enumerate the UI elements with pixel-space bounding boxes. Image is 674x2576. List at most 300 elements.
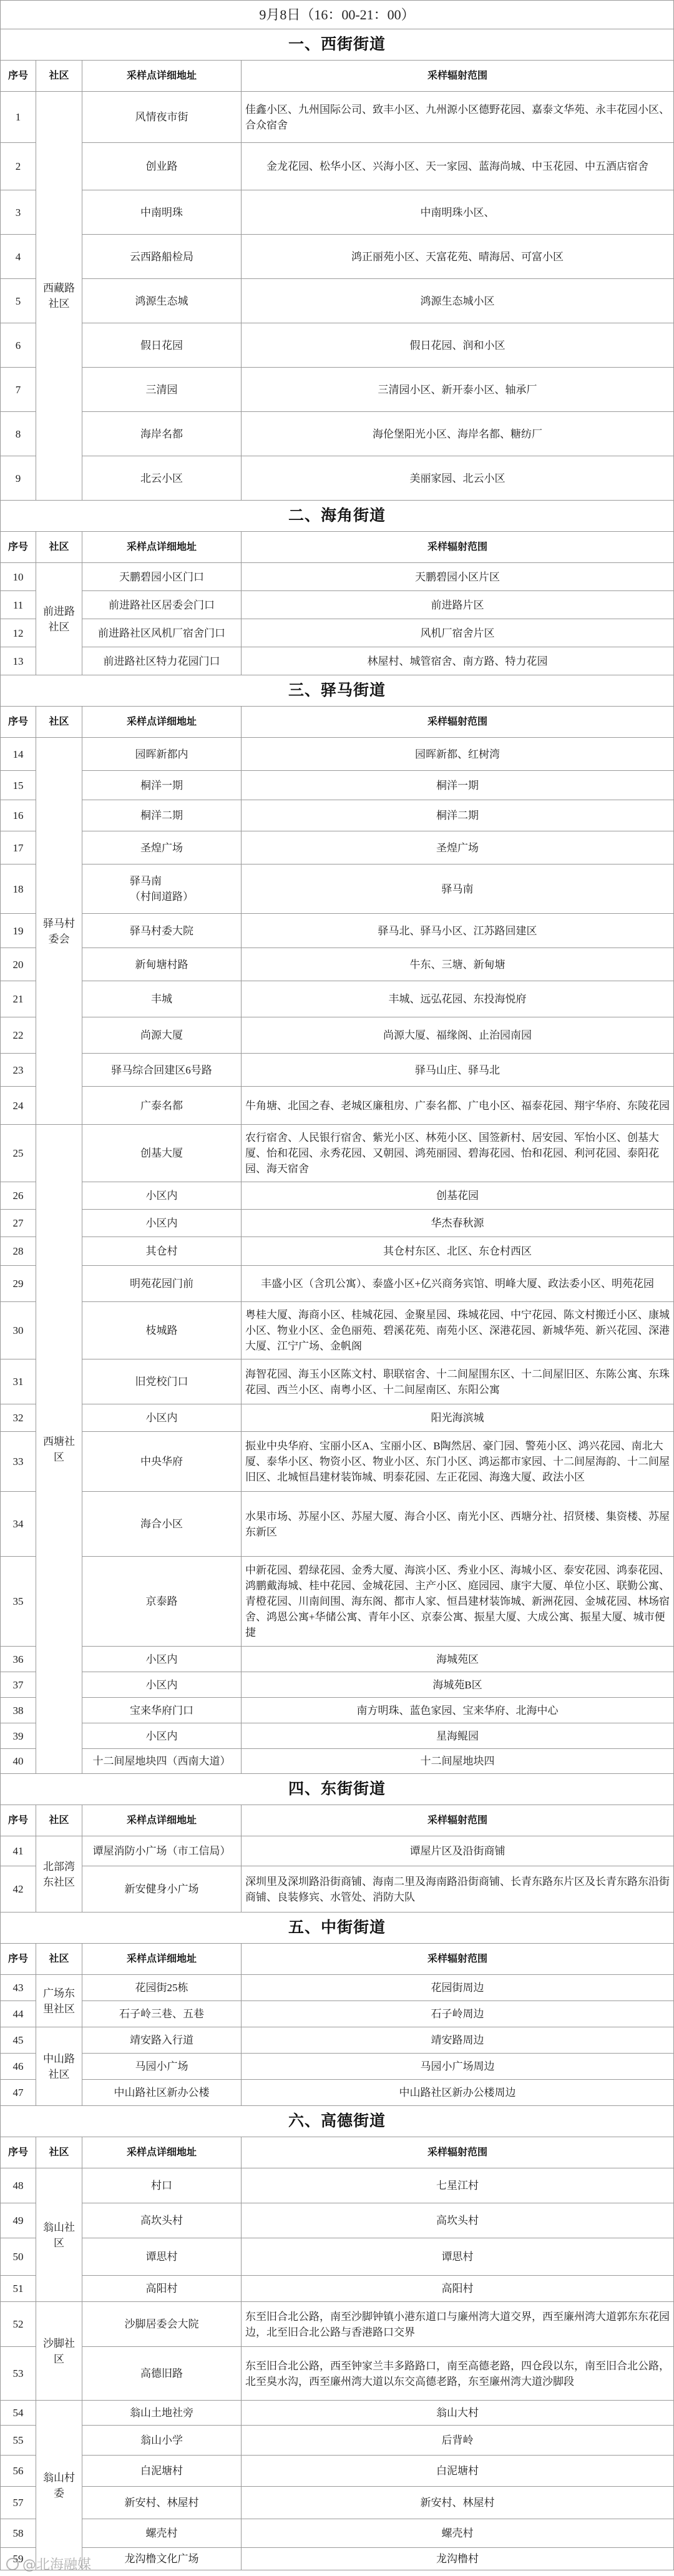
- range-cell-text: 靖安路周边: [431, 2034, 484, 2046]
- address-cell: [82, 1359, 242, 1404]
- range-cell-text: 南方明珠、蓝色家园、宝来华府、北海中心: [356, 1704, 559, 1717]
- address-cell-text: 前进路社区风机厂宿舍门口: [98, 627, 225, 639]
- range-cell-text: 水果市场、苏屋小区、苏屋大厦、海合小区、南光小区、西塘分社、招贤楼、集资楼、苏屋东新区: [245, 1510, 670, 1538]
- row-number: [1, 864, 36, 914]
- range-cell-text: 其仓村东区、北区、东仓村西区: [383, 1245, 532, 1257]
- row-number: [1, 1749, 36, 1774]
- column-header-no-text: 序号: [7, 71, 28, 81]
- column-header-no-text: 序号: [7, 1954, 28, 1964]
- row-number-text: 58: [12, 2527, 24, 2539]
- address-cell-text: 谭思村: [145, 2251, 178, 2263]
- row-number-text: 30: [12, 1325, 24, 1336]
- address-cell-text: 中山路社区新办公楼: [114, 2087, 210, 2099]
- community-cell-text: 北部湾东社区: [43, 1860, 75, 1888]
- address-cell-text: 小区内: [145, 1190, 178, 1202]
- community-cell-text: 前进路社区: [43, 605, 75, 633]
- address-cell: [82, 235, 242, 279]
- address-cell: [82, 1087, 242, 1125]
- address-cell-text: 海岸名都: [140, 428, 183, 440]
- range-cell: [242, 563, 674, 591]
- address-cell: [82, 2456, 242, 2487]
- row-number-text: 49: [12, 2215, 24, 2226]
- column-header-range-text: 采样辐射范围: [427, 542, 487, 552]
- row-number-text: 48: [12, 2180, 24, 2192]
- row-number: [1, 2302, 36, 2347]
- range-cell-text: 海城苑B区: [432, 1678, 482, 1691]
- row-number: [1, 738, 36, 771]
- row-number-text: 31: [12, 1376, 24, 1388]
- address-cell-text: 村口: [151, 2180, 172, 2192]
- address-cell: [82, 2302, 242, 2347]
- row-number-text: 57: [12, 2497, 24, 2509]
- range-cell-text: 海智花园、海玉小区陈文村、职联宿舍、十二间屋围东区、十二间屋旧区、东陈公寓、东珠花园、西兰小区、南粤小区、十二间屋南区、东阳公寓: [245, 1368, 670, 1396]
- range-cell-text: 振业中央华府、宝丽小区A、宝丽小区、B陶然居、豪门园、警苑小区、鸿兴花园、南北大厦、泰华小区、物资小区、物业小区、东门小区、鸿运都市家园、十二间屋海韵、十二间屋旧区、北城恒昌建材装饰城、明泰花园、左正花园、海逸大厦、政法小区: [245, 1440, 670, 1483]
- address-cell: [82, 864, 242, 914]
- range-cell: [242, 1866, 674, 1912]
- range-cell: [242, 1125, 674, 1182]
- range-cell: [242, 2001, 674, 2027]
- row-number: [1, 412, 36, 456]
- address-cell: [82, 1017, 242, 1054]
- column-header-community-text: 社区: [49, 71, 69, 81]
- row-number: [1, 2487, 36, 2519]
- address-cell-text: 花园街25栋: [135, 1982, 188, 1994]
- address-cell-text: 桐洋二期: [140, 810, 183, 821]
- address-cell: [82, 647, 242, 675]
- address-cell-text: 园晖新都内: [135, 748, 188, 760]
- address-cell-text: 新甸塘村路: [135, 958, 188, 971]
- row-number: [1, 981, 36, 1017]
- column-header-address-text: 采样点详细地址: [126, 1954, 197, 1964]
- address-cell-text: 马园小广场: [135, 2060, 188, 2072]
- column-header-community: [36, 61, 82, 92]
- column-header-address-text: 采样点详细地址: [126, 542, 197, 552]
- column-header-community-text: 社区: [49, 717, 69, 727]
- row-number: [1, 368, 36, 412]
- community-cell-text: 西藏路社区: [43, 282, 75, 310]
- range-cell: [242, 190, 674, 235]
- address-cell: [82, 2401, 242, 2426]
- address-cell-text: 小区内: [145, 1217, 178, 1229]
- address-cell-text: 假日花园: [140, 339, 183, 351]
- row-number: [1, 143, 36, 190]
- page-title: [1, 1, 674, 29]
- range-cell: [242, 1087, 674, 1125]
- column-header-no: [1, 2137, 36, 2168]
- address-cell-text: 驿马综合回建区6号路: [111, 1064, 212, 1076]
- address-cell: [82, 1266, 242, 1302]
- address-cell: [82, 2001, 242, 2027]
- row-number: [1, 92, 36, 143]
- column-header-address-text: 采样点详细地址: [126, 2147, 197, 2158]
- range-cell: [242, 981, 674, 1017]
- section-title-text: 五、中街街道: [288, 1919, 386, 1936]
- address-cell: [82, 2238, 242, 2276]
- row-number: [1, 2080, 36, 2106]
- row-number: [1, 1432, 36, 1492]
- address-cell: [82, 2027, 242, 2054]
- column-header-range: [242, 1805, 674, 1836]
- range-cell-text: 金龙花园、松华小区、兴海小区、天一家园、蓝海尚城、中玉花园、中五酒店宿舍: [266, 160, 648, 172]
- row-number-text: 8: [15, 428, 21, 440]
- range-cell: [242, 143, 674, 190]
- address-cell: [82, 831, 242, 864]
- community-cell: [36, 2302, 82, 2401]
- address-cell: [82, 412, 242, 456]
- range-cell-text: 林屋村、城管宿舍、南方路、特力花园: [367, 655, 548, 667]
- row-number: [1, 563, 36, 591]
- address-cell-text: 翁山土地社旁: [130, 2407, 193, 2419]
- address-cell: [82, 981, 242, 1017]
- column-header-address-text: 采样点详细地址: [126, 717, 197, 727]
- address-cell-text: 螺壳村: [145, 2527, 178, 2539]
- address-cell-text: 旧党校门口: [135, 1376, 188, 1388]
- range-cell: [242, 1210, 674, 1237]
- range-cell: [242, 2548, 674, 2570]
- address-cell: [82, 2426, 242, 2456]
- community-cell: [36, 2168, 82, 2302]
- row-number-text: 56: [12, 2465, 24, 2477]
- range-cell-text: 尚源大厦、福缘阁、止治园南园: [383, 1029, 532, 1041]
- row-number: [1, 2054, 36, 2080]
- address-cell: [82, 800, 242, 831]
- row-number-text: 44: [12, 2008, 24, 2020]
- range-cell-text: 马园小广场周边: [420, 2060, 495, 2072]
- address-cell-text: 高阳村: [145, 2283, 178, 2294]
- address-cell-text: 桐洋一期: [140, 779, 183, 791]
- address-cell-text: 其仓村: [145, 1245, 178, 1257]
- range-cell: [242, 323, 674, 368]
- range-cell-text: 美丽家园、北云小区: [409, 472, 506, 484]
- community-cell: [36, 92, 82, 501]
- address-cell-text: 白泥塘村: [140, 2465, 183, 2477]
- address-cell-text: 创业路: [145, 160, 178, 172]
- section-title-text: 六、高德街道: [288, 2112, 386, 2130]
- range-cell: [242, 456, 674, 501]
- page-title-text: 9月8日（16：00-21：00）: [259, 6, 415, 22]
- community-cell: [36, 738, 82, 1125]
- address-cell: [82, 771, 242, 800]
- range-cell-text: 驿马北、驿马小区、江苏路回建区: [378, 924, 537, 937]
- address-cell-text: 中南明珠: [140, 206, 183, 218]
- row-number-text: 12: [12, 627, 24, 639]
- section-title: [1, 1774, 674, 1805]
- address-cell: [82, 1836, 242, 1866]
- address-cell: [82, 1723, 242, 1749]
- community-cell: [36, 2027, 82, 2106]
- watermark-text: @北海融媒: [22, 2557, 92, 2573]
- column-header-range-text: 采样辐射范围: [427, 717, 487, 727]
- address-cell: [82, 738, 242, 771]
- range-cell: [242, 591, 674, 619]
- row-number: [1, 1237, 36, 1266]
- range-cell: [242, 914, 674, 948]
- range-cell: [242, 2203, 674, 2238]
- address-cell-text: 圣煌广场: [140, 841, 183, 854]
- column-header-address: [82, 2137, 242, 2168]
- range-cell-text: 鸿正丽苑小区、天富花苑、晴海居、可富小区: [351, 250, 564, 263]
- row-number-text: 19: [12, 924, 24, 937]
- range-cell: [242, 2238, 674, 2276]
- section-title: [1, 2106, 674, 2137]
- range-cell-text: 龙沟橹村: [436, 2553, 479, 2565]
- range-cell-text: 圣煌广场: [436, 841, 479, 854]
- community-cell-text: 驿马村委会: [43, 917, 75, 945]
- community-cell-text: 广场东里社区: [43, 1987, 75, 2015]
- range-cell-text: 中南明珠小区、: [420, 206, 495, 218]
- row-number: [1, 2238, 36, 2276]
- row-number-text: 52: [12, 2318, 24, 2330]
- range-cell-text: 丰盛小区（含玑公寓）、泰盛小区+亿兴商务宾馆、明峰大厦、政法委小区、明苑花园: [260, 1278, 655, 1290]
- column-header-community: [36, 2137, 82, 2168]
- range-cell: [242, 2168, 674, 2203]
- address-cell-text: 小区内: [145, 1730, 178, 1742]
- address-cell-text: 海合小区: [140, 1518, 183, 1530]
- range-cell-text: 华杰春秋源: [431, 1217, 484, 1229]
- range-cell-text: 鸿源生态城小区: [420, 295, 495, 307]
- column-header-range-text: 采样辐射范围: [427, 2147, 487, 2158]
- range-cell-text: 螺壳村: [441, 2527, 474, 2539]
- range-cell-text: 园晖新都、红树湾: [415, 748, 500, 760]
- community-cell: [36, 563, 82, 675]
- community-cell-text: 西塘社区: [43, 1435, 75, 1463]
- row-number-text: 7: [15, 383, 21, 396]
- column-header-range: [242, 1944, 674, 1975]
- range-cell-text: 桐洋二期: [436, 810, 479, 821]
- range-cell: [242, 1182, 674, 1210]
- address-cell: [82, 2168, 242, 2203]
- row-number-text: 3: [15, 206, 21, 218]
- row-number: [1, 948, 36, 981]
- section-title: [1, 29, 674, 61]
- row-number-text: 59: [12, 2553, 24, 2565]
- range-cell: [242, 2027, 674, 2054]
- range-cell: [242, 1672, 674, 1698]
- row-number-text: 9: [15, 472, 21, 484]
- row-number-text: 5: [15, 295, 21, 307]
- row-number-text: 15: [12, 779, 24, 791]
- row-number: [1, 1087, 36, 1125]
- address-cell-text: 枝城路: [145, 1325, 178, 1336]
- address-cell-text: 翁山小学: [140, 2434, 183, 2446]
- address-cell: [82, 2519, 242, 2548]
- column-header-address-text: 采样点详细地址: [126, 1815, 197, 1826]
- row-number-text: 41: [12, 1845, 24, 1857]
- column-header-range: [242, 61, 674, 92]
- column-header-address: [82, 1944, 242, 1975]
- row-number-text: 22: [12, 1029, 24, 1041]
- row-number-text: 11: [12, 599, 24, 611]
- row-number-text: 28: [12, 1245, 24, 1257]
- column-header-address: [82, 61, 242, 92]
- range-cell-text: 海伦堡阳光小区、海岸名都、糖纺厂: [373, 428, 542, 440]
- address-cell: [82, 1975, 242, 2001]
- range-cell-text: 谭屋片区及沿街商铺: [409, 1845, 506, 1857]
- column-header-range-text: 采样辐射范围: [427, 1815, 487, 1826]
- row-number: [1, 2276, 36, 2302]
- section-title: [1, 675, 674, 707]
- row-number-text: 43: [12, 1982, 24, 1994]
- range-cell: [242, 2302, 674, 2347]
- range-cell: [242, 1054, 674, 1087]
- range-cell-text: 假日花园、润和小区: [409, 339, 506, 351]
- address-cell-text: 高坎头村: [140, 2215, 183, 2226]
- address-cell-text: 京泰路: [145, 1595, 178, 1607]
- range-cell-text: 谭思村: [441, 2251, 474, 2263]
- row-number-text: 17: [12, 841, 24, 854]
- address-cell-text: 高德旧路: [140, 2368, 183, 2379]
- row-number-text: 2: [15, 160, 21, 172]
- row-number: [1, 1182, 36, 1210]
- address-cell-text: 小区内: [145, 1412, 178, 1424]
- row-number-text: 54: [12, 2407, 24, 2419]
- range-cell: [242, 831, 674, 864]
- range-cell-text: 高坎头村: [436, 2215, 479, 2226]
- address-cell: [82, 1210, 242, 1237]
- address-cell: [82, 92, 242, 143]
- range-cell-text: 海城苑区: [436, 1653, 479, 1665]
- range-cell-text: 粤桂大厦、海商小区、桂城花园、金聚星园、珠城花园、中宁花园、陈文村搬迁小区、康城小区、物业小区、金色丽苑、碧溪花苑、南苑小区、深港花园、新城华苑、新兴花园、深港大厦、江宁广场、金帆阁: [245, 1309, 670, 1352]
- row-number: [1, 323, 36, 368]
- range-cell-text: 驿马山庄、驿马北: [415, 1064, 500, 1076]
- address-cell: [82, 1404, 242, 1432]
- address-cell: [82, 1302, 242, 1359]
- range-cell-text: 深圳里及深圳路沿街商铺、海南二里及海南路沿街商铺、长青东路东片区及长青东路东沿街商铺、良装修宾、水管处、消防大队: [245, 1875, 670, 1903]
- address-cell-text: 天鹏碧园小区门口: [119, 571, 204, 583]
- row-number: [1, 914, 36, 948]
- row-number: [1, 2001, 36, 2027]
- range-cell: [242, 2519, 674, 2548]
- row-number-text: 53: [12, 2368, 24, 2379]
- range-cell-text: 阳光海滨城: [431, 1412, 484, 1424]
- address-cell: [82, 2548, 242, 2570]
- address-cell-text: 鸿源生态城: [135, 295, 188, 307]
- range-cell-text: 前进路片区: [431, 599, 484, 611]
- column-header-range-text: 采样辐射范围: [427, 71, 487, 81]
- range-cell: [242, 2487, 674, 2519]
- address-cell-text: 谭屋消防小广场（市工信局）: [92, 1845, 231, 1857]
- range-cell: [242, 2426, 674, 2456]
- range-cell-text: 创基花园: [436, 1190, 479, 1202]
- row-number: [1, 647, 36, 675]
- row-number: [1, 771, 36, 800]
- row-number-text: 21: [12, 993, 24, 1005]
- row-number-text: 46: [12, 2060, 24, 2072]
- range-cell-text: 七星江村: [436, 2180, 479, 2192]
- range-cell: [242, 1723, 674, 1749]
- address-cell-text: 石子岭三巷、五巷: [119, 2008, 204, 2020]
- address-cell-text: 北云小区: [140, 472, 183, 484]
- address-cell-text: 尚源大厦: [140, 1029, 183, 1041]
- address-cell: [82, 1054, 242, 1087]
- range-cell: [242, 1237, 674, 1266]
- range-cell: [242, 1359, 674, 1404]
- row-number: [1, 1866, 36, 1912]
- row-number: [1, 1557, 36, 1647]
- row-number-text: 16: [12, 810, 24, 821]
- range-cell: [242, 1432, 674, 1492]
- range-cell: [242, 647, 674, 675]
- range-cell: [242, 92, 674, 143]
- row-number-text: 35: [12, 1595, 24, 1607]
- address-cell-text: 十二间屋地块四（西南大道）: [92, 1755, 231, 1767]
- row-number: [1, 1836, 36, 1866]
- column-header-range-text: 采样辐射范围: [427, 1954, 487, 1964]
- row-number-text: 29: [12, 1278, 24, 1290]
- address-cell: [82, 2203, 242, 2238]
- column-header-community: [36, 532, 82, 563]
- range-cell: [242, 235, 674, 279]
- range-cell-text: 石子岭周边: [431, 2008, 484, 2020]
- row-number: [1, 2401, 36, 2426]
- row-number: [1, 1492, 36, 1557]
- address-cell: [82, 323, 242, 368]
- column-header-community-text: 社区: [49, 1815, 69, 1826]
- address-cell: [82, 1672, 242, 1698]
- column-header-community: [36, 1805, 82, 1836]
- row-number: [1, 2548, 36, 2570]
- range-cell-text: 中山路社区新办公楼周边: [399, 2087, 516, 2099]
- community-cell-text: 中山路社区: [43, 2052, 75, 2080]
- column-header-address: [82, 532, 242, 563]
- address-cell: [82, 563, 242, 591]
- row-number: [1, 2426, 36, 2456]
- address-cell: [82, 1749, 242, 1774]
- row-number-text: 45: [12, 2034, 24, 2046]
- address-cell-text: 云西路船检局: [130, 250, 193, 263]
- address-cell: [82, 2347, 242, 2401]
- address-cell-text: 中央华府: [140, 1456, 183, 1467]
- address-cell: [82, 456, 242, 501]
- community-cell: [36, 2401, 82, 2570]
- range-cell-text: 牛东、三塘、新甸塘: [409, 958, 506, 971]
- column-header-range: [242, 707, 674, 738]
- row-number-text: 13: [12, 655, 24, 667]
- section-title: [1, 1912, 674, 1944]
- row-number-text: 23: [12, 1064, 24, 1076]
- community-cell: [36, 1125, 82, 1774]
- address-cell-text: 驿马南 （村间道路）: [130, 875, 193, 903]
- address-cell: [82, 143, 242, 190]
- row-number-text: 51: [12, 2283, 24, 2294]
- row-number-text: 24: [12, 1099, 24, 1112]
- row-number: [1, 1359, 36, 1404]
- column-header-community: [36, 1944, 82, 1975]
- section-title-text: 二、海角街道: [288, 507, 386, 524]
- column-header-no: [1, 532, 36, 563]
- range-cell: [242, 1266, 674, 1302]
- row-number: [1, 1404, 36, 1432]
- row-number-text: 34: [12, 1518, 24, 1530]
- address-cell-text: 沙脚居委会大院: [124, 2318, 199, 2330]
- row-number-text: 38: [12, 1704, 24, 1717]
- range-cell: [242, 771, 674, 800]
- row-number-text: 39: [12, 1730, 24, 1742]
- row-number-text: 50: [12, 2251, 24, 2263]
- row-number: [1, 1054, 36, 1087]
- column-header-range: [242, 532, 674, 563]
- community-cell-text: 翁山社区: [43, 2221, 75, 2249]
- range-cell: [242, 2347, 674, 2401]
- row-number: [1, 1723, 36, 1749]
- range-cell: [242, 2276, 674, 2302]
- range-cell: [242, 1017, 674, 1054]
- column-header-no: [1, 707, 36, 738]
- section-title: [1, 501, 674, 532]
- row-number: [1, 2203, 36, 2238]
- range-cell: [242, 619, 674, 647]
- row-number-text: 26: [12, 1190, 24, 1202]
